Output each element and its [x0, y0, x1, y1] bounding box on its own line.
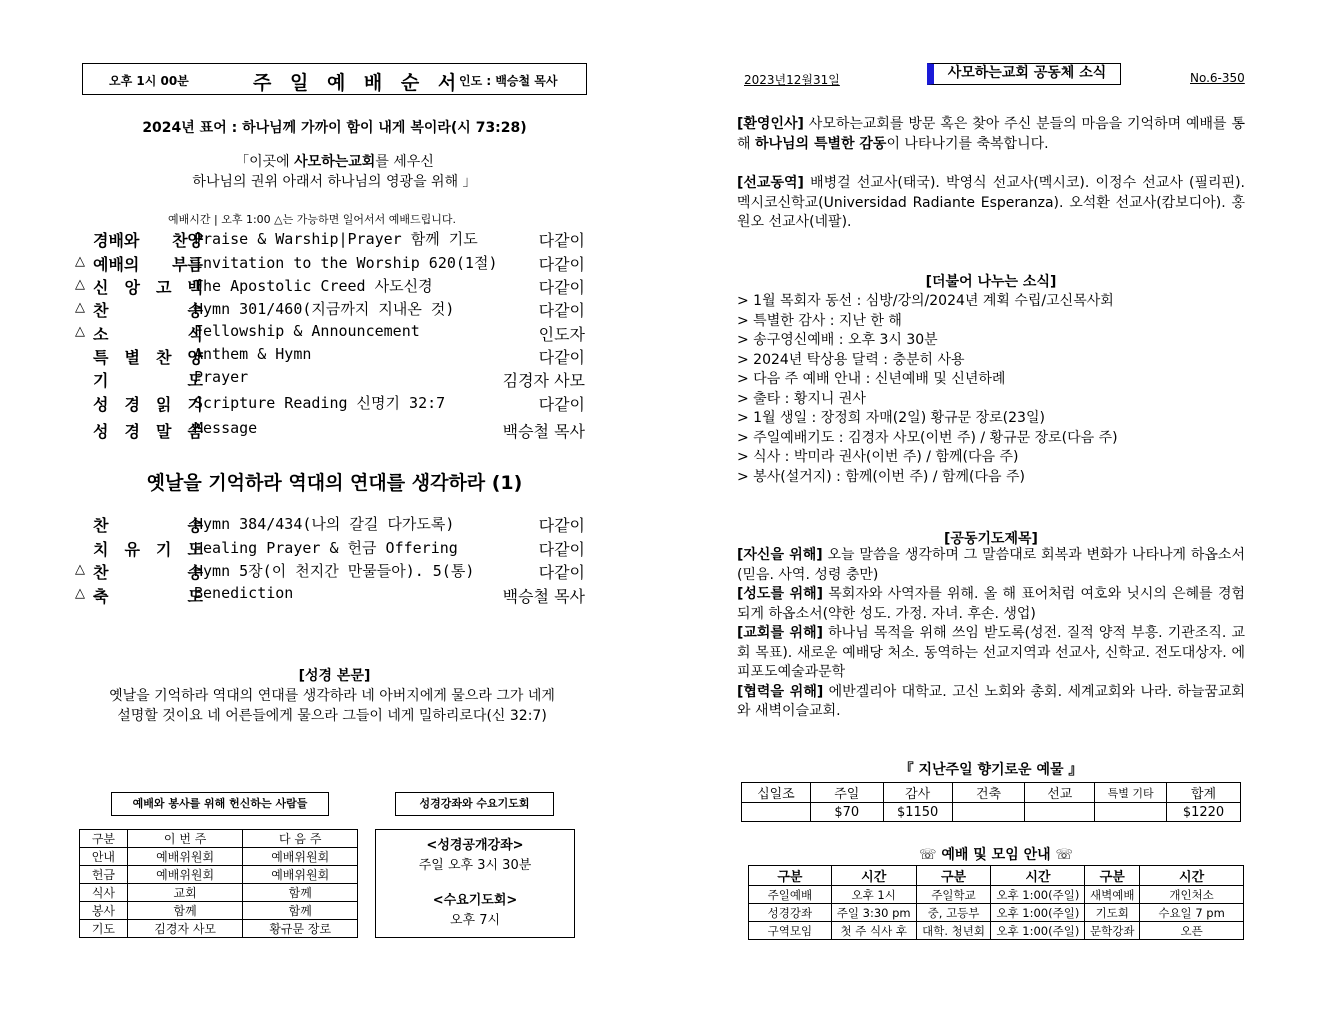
order-row	[75, 228, 587, 250]
order-item-leader: 다같이	[538, 395, 585, 414]
table-header-cell: 합계	[1167, 783, 1241, 803]
order-item-name: 찬 송	[93, 563, 203, 582]
order-item-detail: Hymn 384/434(나의 갈길 다가도록)	[194, 515, 455, 533]
table-header-cell: 구분	[1085, 866, 1140, 886]
table-cell: $1150	[883, 803, 952, 822]
table-cell: $1220	[1167, 803, 1241, 822]
table-cell	[952, 803, 1025, 822]
table-header-cell: 선교	[1025, 783, 1095, 803]
news-item: > 봉사(설거지) : 함께(이번 주) / 함께(다음 주)	[737, 468, 1025, 485]
table-row	[742, 803, 1241, 822]
news-item: > 주일예배기도 : 김경자 사모(이번 주) / 황규문 장로(다음 주)	[737, 429, 1118, 446]
table-cell: 개인처소	[1140, 886, 1244, 904]
schedule-title: ☏ 예배 및 모임 안내 ☏	[918, 847, 1074, 863]
table-cell: 기도회	[1085, 904, 1140, 922]
schedule-table	[748, 865, 1244, 940]
table-header-cell: 시간	[991, 866, 1085, 886]
table-cell: 함께	[243, 884, 358, 902]
worship-order-header	[82, 63, 587, 95]
order-item-name: 경배와 찬양	[93, 231, 203, 250]
table-cell: 대학. 청년회	[916, 922, 991, 940]
table-header-cell: 다 음 주	[243, 830, 358, 848]
table-header-cell: 감사	[883, 783, 952, 803]
order-item-leader: 백승철 목사	[502, 587, 585, 606]
order-item-name: 찬 송	[93, 516, 203, 535]
order-item-name: 찬 송	[93, 301, 203, 320]
news-item: > 특별한 감사 : 지난 한 해	[737, 312, 902, 329]
order-item-leader: 백승철 목사	[502, 422, 585, 441]
table-row	[80, 848, 358, 866]
order-item-detail: Anthem & Hymn	[194, 345, 312, 363]
table-header-cell: 시간	[1140, 866, 1244, 886]
prayer-meeting-title: <수요기도회>	[432, 893, 518, 908]
order-item-leader: 다같이	[538, 278, 585, 297]
order-item-leader: 다같이	[538, 563, 585, 582]
table-row	[749, 904, 1244, 922]
table-cell: 함께	[243, 902, 358, 920]
table-cell: 성경강좌	[749, 904, 832, 922]
table-header-cell: 주일	[810, 783, 883, 803]
order-row	[75, 345, 587, 367]
table-cell: 오후 1:00(주일)	[991, 886, 1085, 904]
order-item-leader: 다같이	[538, 540, 585, 559]
stand-mark: △	[75, 300, 85, 315]
prayer-item	[737, 683, 1245, 722]
news-item: > 1월 목회자 동선 : 심방/강의/2024년 계획 수립/고신목사회	[737, 293, 1114, 309]
table-cell: 중, 고등부	[916, 904, 991, 922]
news-item: > 송구영신예배 : 오후 3시 30분	[737, 332, 938, 348]
order-item-name: 성 경 말 씀	[93, 422, 203, 441]
offering-title: 『 지난주일 향기로운 예물 』	[899, 762, 1083, 778]
order-item-detail: The Apostolic Creed 사도신경	[194, 277, 433, 295]
order-row	[75, 537, 587, 559]
table-header-row	[80, 830, 358, 848]
table-cell: 주일 3:30 pm	[831, 904, 916, 922]
table-cell: 구역모임	[749, 922, 832, 940]
welcome-label: [환영인사]	[737, 116, 804, 132]
order-item-name: 소 식	[93, 325, 203, 344]
news-item: > 식사 : 박미라 권사(이번 주) / 함께(다음 주)	[737, 449, 1019, 465]
table-cell: 오후 1:00(주일)	[991, 922, 1085, 940]
order-item-name: 기 도	[93, 371, 203, 390]
scripture-line-1: 옛날을 기억하라 역대의 연대를 생각하라 네 아버지에게 물으라 그가 네게	[109, 688, 555, 704]
table-row	[80, 902, 358, 920]
prayer-list	[737, 546, 1245, 722]
table-header-cell: 구분	[749, 866, 832, 886]
prayer-item-text: 오늘 말씀을 생각하며 그 말씀대로 회복과 변화가 나타나게 하옵소서(믿음. 사역. 성령 충만)	[737, 547, 1245, 583]
dedication-post: 를 세우신	[375, 154, 434, 170]
table-cell	[1025, 803, 1095, 822]
table-cell: 새벽예배	[1085, 886, 1140, 904]
table-row	[749, 922, 1244, 940]
table-cell: 헌금	[80, 866, 128, 884]
stand-mark: △	[75, 254, 85, 269]
order-item-leader: 김경자 사모	[502, 371, 585, 390]
welcome-bold: 하나님의 특별한 감동	[754, 135, 887, 152]
stand-mark: △	[75, 277, 85, 292]
year-motto: 2024년 표어 : 하나님께 가까이 함이 내게 복이라(시 73:28)	[142, 120, 527, 136]
order-item-leader: 다같이	[538, 301, 585, 320]
order-item-name: 성 경 읽 기	[93, 395, 203, 414]
table-cell: $70	[810, 803, 883, 822]
service-time: 오후 1시 00분	[109, 74, 189, 88]
table-cell: 기도	[80, 920, 128, 938]
lecture-time: 주일 오후 3시 30분	[418, 858, 532, 873]
order-row	[75, 322, 587, 344]
order-item-leader: 다같이	[538, 231, 585, 250]
order-item-name: 치 유 기 도	[93, 540, 203, 559]
prayer-heading: [공동기도제목]	[944, 531, 1038, 547]
order-row	[75, 584, 587, 606]
prayer-item-text: 하나님 목적을 위해 쓰임 받도록(성전. 질적 양적 부흥. 기관조직. 교회 목표). 새로운 예배당 처소. 동역하는 선교지역과 선교사, 신학교. 전도대상자. 에피포도예술과문학	[737, 625, 1245, 680]
table-cell: 오후 1:00(주일)	[991, 904, 1085, 922]
table-cell: 수요일 7 pm	[1140, 904, 1244, 922]
prayer-item	[737, 624, 1245, 683]
welcome-text: 사모하는교회를 방문 혹은 찾아 주신 분들의 마음을 기억하며 예배를 통해	[737, 116, 1245, 152]
table-header-cell: 구분	[916, 866, 991, 886]
church-name: 사모하는교회	[294, 154, 376, 170]
table-header-cell: 십일조	[742, 783, 811, 803]
order-item-detail: Praise & Warship|Prayer 함께 기도	[194, 230, 478, 248]
prayer-item-text: 목회자와 사역자를 위해. 올 해 표어처럼 여호와 닛시의 은혜를 경험되게 하옵소서(약한 성도. 가정. 자녀. 후손. 생업)	[737, 586, 1245, 622]
order-item-leader: 다같이	[538, 255, 585, 274]
bible-study-title: 성경강좌와 수요기도회	[395, 792, 554, 816]
table-cell: 함께	[127, 902, 243, 920]
table-cell: 오후 1시	[831, 886, 916, 904]
service-leader: 인도 : 백승철 목사	[459, 74, 558, 88]
servants-title: 예배와 봉사를 위해 헌신하는 사람들	[111, 792, 329, 816]
scripture-line-2: 설명할 것이요 네 어른들에게 물으라 그들이 네게 밀하리로다(신 32:7)	[117, 708, 547, 724]
table-cell: 첫 주 식사 후	[831, 922, 916, 940]
table-header-row	[749, 866, 1244, 886]
table-row	[80, 920, 358, 938]
order-item-name: 특 별 찬 양	[93, 348, 203, 367]
prayer-item-label: [자신을 위해]	[737, 547, 823, 563]
order-row	[75, 392, 587, 414]
missions-text: 배병걸 선교사(태국). 박영식 선교사(멕시코). 이정수 선교사 (필리핀). 멕시코신학교(Universidad Radiante Esperanza). 오석환 선교사(캄보디아). 홍원오 선교사(네팔).	[737, 175, 1245, 230]
order-item-detail: Hymn 301/460(지금까지 지내온 것)	[194, 300, 455, 318]
order-item-detail: Prayer	[194, 368, 249, 386]
order-row	[75, 275, 587, 297]
table-cell: 주일학교	[916, 886, 991, 904]
missions-label: [선교동역]	[737, 175, 804, 191]
order-row	[75, 368, 587, 390]
order-item-detail: Message	[194, 419, 258, 437]
bulletin-number: No.6-350	[1190, 71, 1245, 85]
order-item-detail: Hymn 5장(이 천지간 만물들아). 5(통)	[194, 562, 475, 580]
table-cell: 오픈	[1140, 922, 1244, 940]
order-item-name: 축 도	[93, 587, 203, 606]
order-item-detail: Fellowship & Announcement	[194, 322, 420, 340]
servants-table	[79, 829, 358, 938]
stand-mark: △	[75, 324, 85, 339]
news-item: > 다음 주 예배 안내 : 신년예배 및 신년하례	[737, 371, 1006, 387]
page-title: 주 일 예 배 순 서	[253, 72, 463, 94]
table-cell: 주일예배	[749, 886, 832, 904]
table-header-cell: 특별 기타	[1095, 783, 1167, 803]
stand-mark: △	[75, 586, 85, 601]
dedication-line-2: 하나님의 권위 아래서 하나님의 영광을 위해 」	[192, 174, 477, 190]
stand-mark: △	[75, 562, 85, 577]
table-row	[80, 866, 358, 884]
order-item-leader: 다같이	[538, 348, 585, 367]
welcome-paragraph	[737, 115, 1245, 154]
lecture-title: <성경공개강좌>	[426, 838, 524, 853]
news-item: > 1월 생일 : 장정희 자매(2일) 황규문 장로(23일)	[737, 410, 1045, 426]
order-row	[75, 252, 587, 274]
offering-table	[741, 782, 1241, 822]
table-cell	[742, 803, 811, 822]
prayer-item-label: [성도를 위해]	[737, 586, 824, 602]
table-cell: 예배위원회	[127, 866, 243, 884]
table-cell	[1095, 803, 1167, 822]
table-cell: 예배위원회	[127, 848, 243, 866]
table-header-cell: 구분	[80, 830, 128, 848]
news-heading: [더불어 나누는 소식]	[925, 274, 1057, 290]
table-cell: 봉사	[80, 902, 128, 920]
order-item-leader: 인도자	[538, 325, 585, 344]
table-header-cell: 건축	[952, 783, 1025, 803]
order-row	[75, 560, 587, 582]
order-item-detail: Benediction	[194, 584, 294, 602]
order-item-name: 신 앙 고 백	[93, 278, 203, 297]
table-cell: 안내	[80, 848, 128, 866]
prayer-item-label: [협력을 위해]	[737, 683, 824, 700]
table-cell: 식사	[80, 884, 128, 902]
table-row	[80, 884, 358, 902]
table-row	[749, 886, 1244, 904]
news-item: > 2024년 탁상용 달력 : 충분히 사용	[737, 351, 965, 368]
order-item-name: 예배의 부름	[93, 255, 203, 274]
news-item: > 출타 : 황지니 권사	[737, 390, 866, 407]
bible-study-box	[375, 829, 575, 938]
order-item-detail: Healing Prayer & 헌금 Offering	[194, 539, 458, 557]
scripture-heading: [성경 본문]	[298, 668, 371, 684]
table-cell: 예배위원회	[243, 866, 358, 884]
prayer-item	[737, 585, 1245, 624]
bulletin-date: 2023년12월31일	[744, 73, 840, 87]
order-item-detail: Scripture Reading 신명기 32:7	[194, 394, 446, 412]
missions-paragraph	[737, 174, 1245, 233]
dedication-pre: 「이곳에	[235, 154, 295, 170]
table-cell: 교회	[127, 884, 243, 902]
order-item-leader: 다같이	[538, 516, 585, 535]
welcome-text-end: 이 나타나기를 축복합니다.	[886, 135, 1049, 152]
community-news-title: 사모하는교회 공동체 소식	[927, 63, 1121, 85]
prayer-meeting-time: 오후 7시	[449, 913, 501, 928]
prayer-item	[737, 546, 1245, 585]
table-header-cell: 시간	[831, 866, 916, 886]
order-row	[75, 419, 587, 441]
table-cell: 예배위원회	[243, 848, 358, 866]
dedication-line-1	[82, 151, 587, 171]
prayer-item-label: [교회를 위해]	[737, 625, 823, 641]
order-row	[75, 298, 587, 320]
prayer-item-text: 에반겔리아 대학교. 고신 노회와 총회. 세계교회와 나라. 하늘꿈교회와 새벽이슬교회.	[737, 683, 1245, 719]
worship-note: 예배시간 | 오후 1:00 △는 가능하면 일어서서 예배드립니다.	[168, 213, 456, 226]
table-header-cell: 이 번 주	[127, 830, 243, 848]
order-item-detail: Invitation to the Worship 620(1절)	[194, 254, 498, 272]
table-cell: 문학강좌	[1085, 922, 1140, 940]
order-row	[75, 513, 587, 535]
table-header-row	[742, 783, 1241, 803]
table-cell: 황규문 장로	[243, 920, 358, 938]
sermon-title: 옛날을 기억하라 역대의 연대를 생각하라 (1)	[146, 472, 523, 494]
table-cell: 김경자 사모	[127, 920, 243, 938]
